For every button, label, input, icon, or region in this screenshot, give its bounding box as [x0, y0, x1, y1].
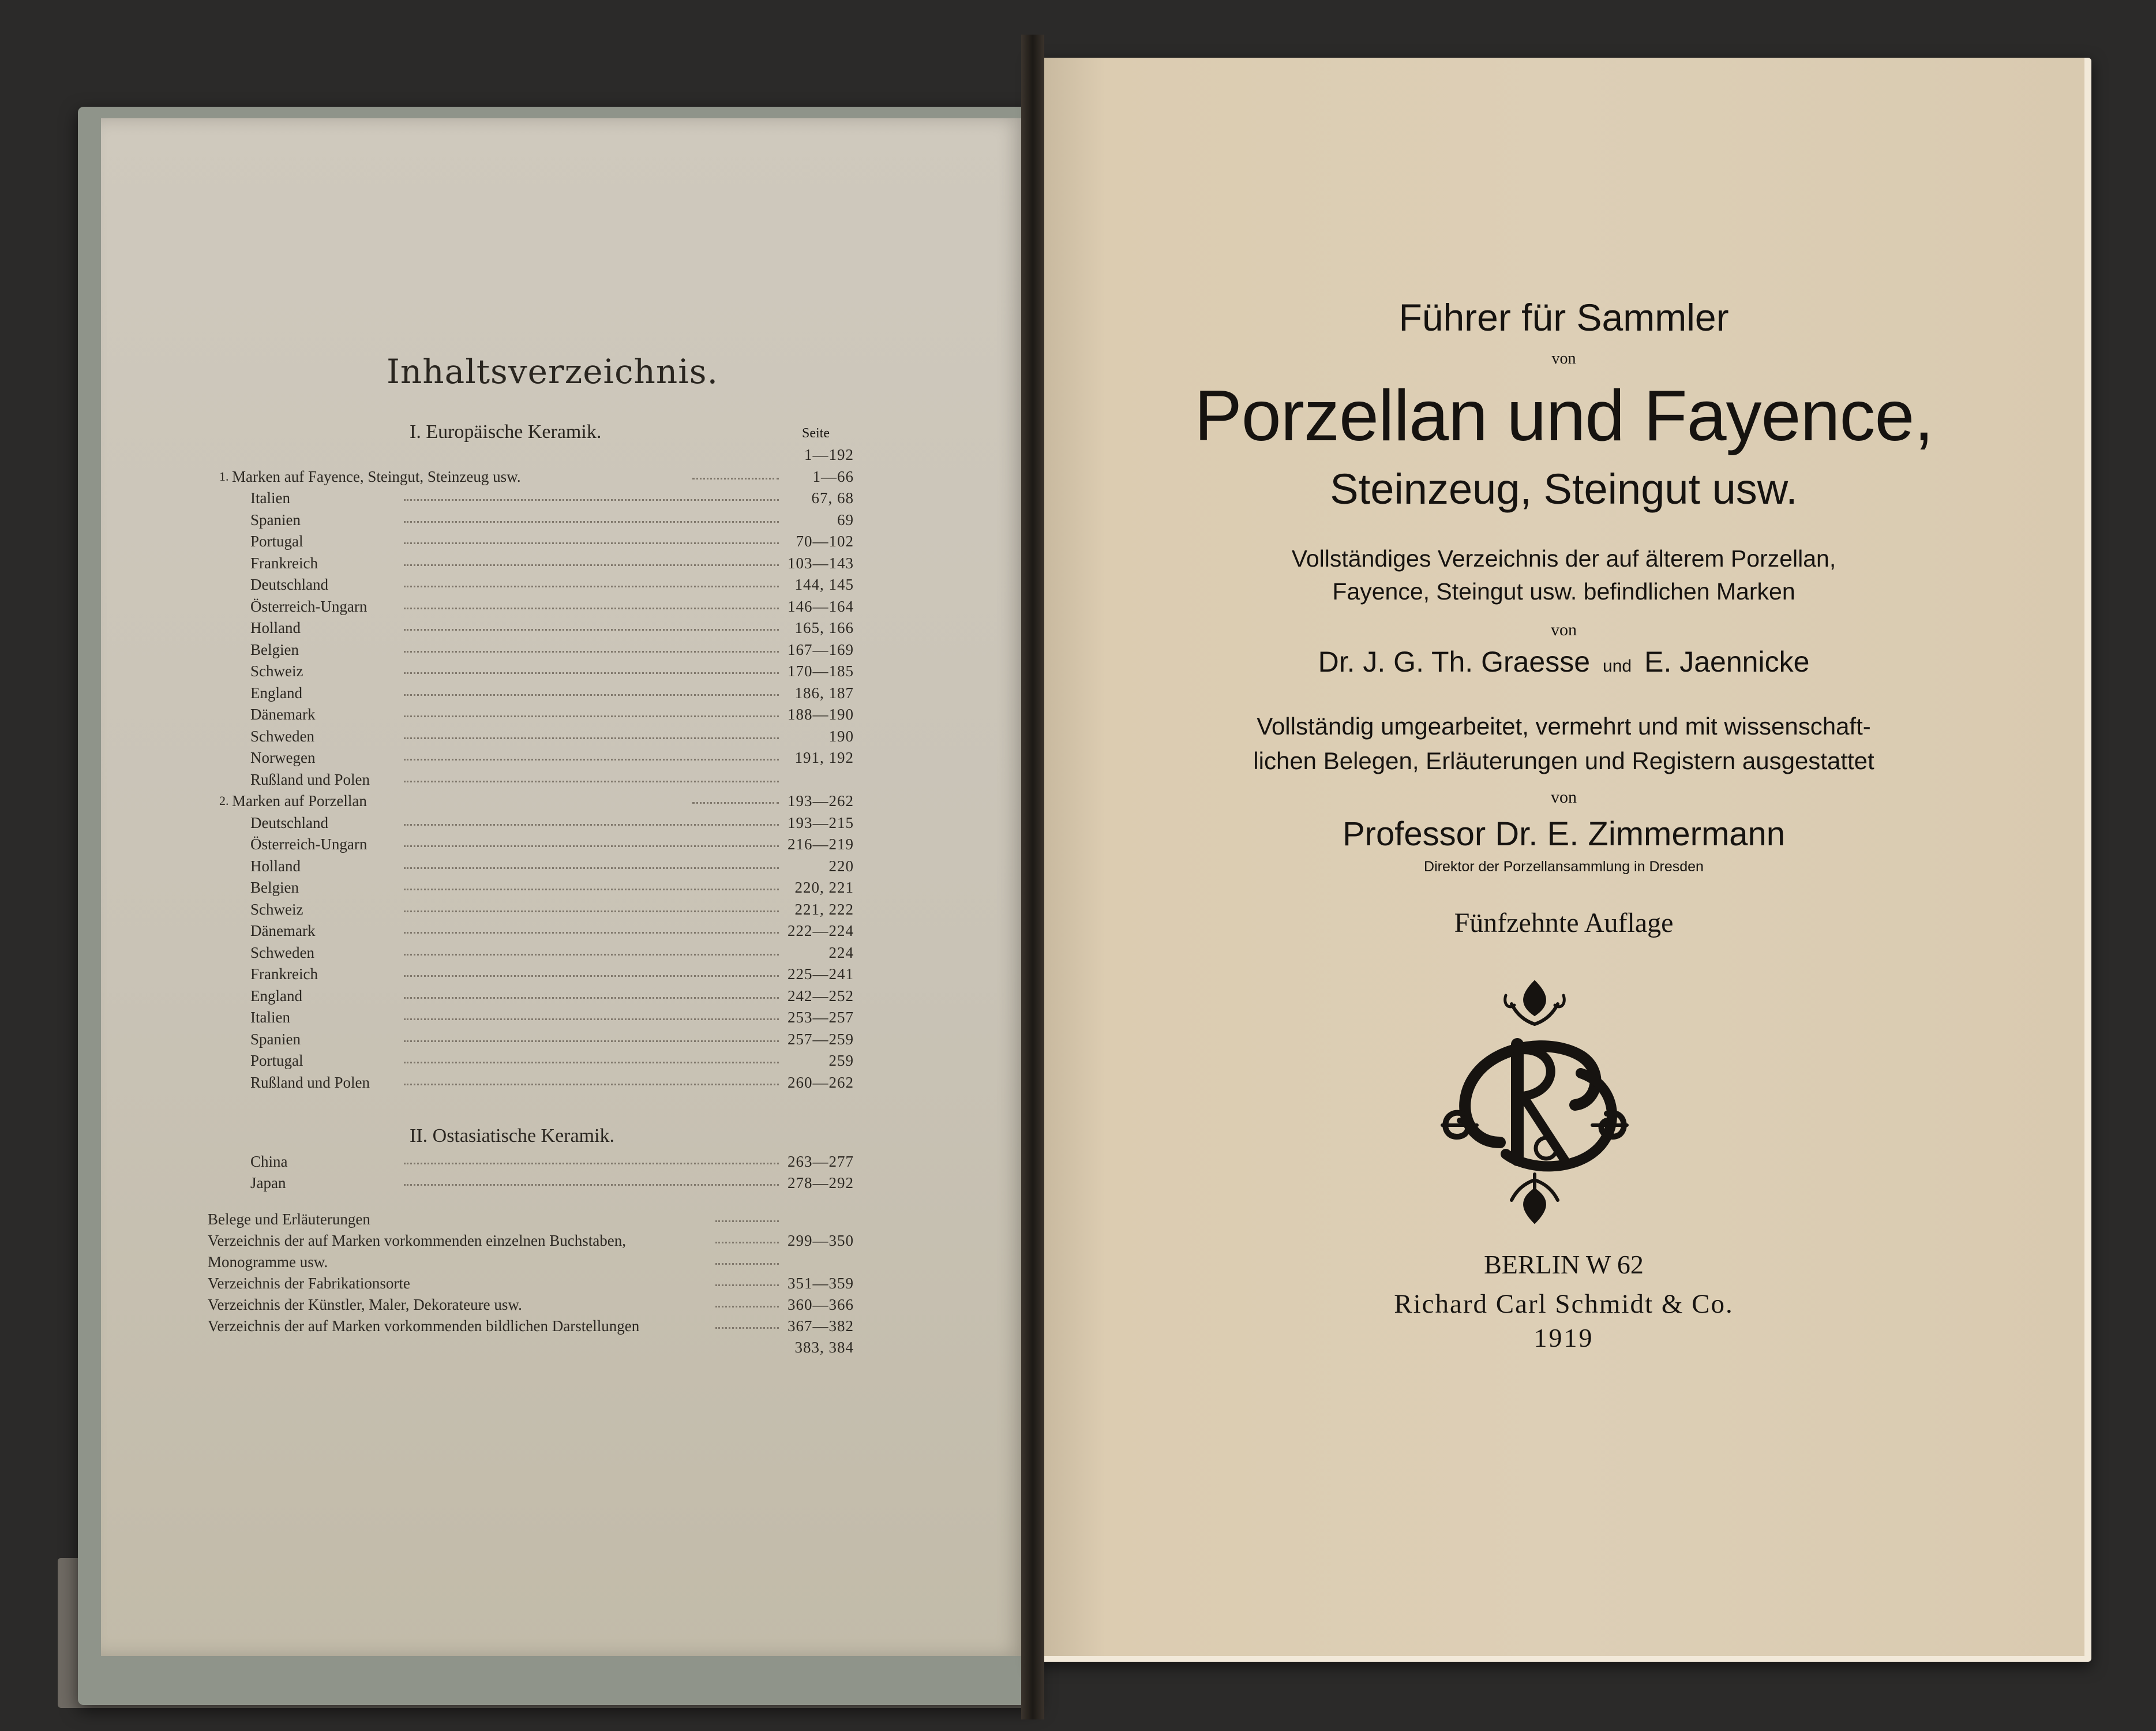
toc-row	[219, 509, 865, 530]
toc-row-label: Verzeichnis der Fabrikationsorte	[208, 1275, 410, 1292]
publisher-monogram-logo-icon	[1431, 969, 1638, 1235]
toc-row-leader-dots	[404, 1084, 779, 1085]
toc-row-leader-dots	[404, 845, 779, 847]
toc-row-label: Italien	[250, 489, 290, 507]
editor-title: Direktor der Porzellansammlung in Dresden	[1424, 859, 1704, 875]
toc-row	[219, 1172, 865, 1193]
toc-row-leader-dots	[715, 1220, 779, 1222]
author-jaennicke: E. Jaennicke	[1644, 646, 1810, 678]
toc-row-label: Belgien	[250, 879, 299, 896]
toc-row-pages: 167—169	[788, 640, 854, 658]
toc-row	[219, 1050, 865, 1071]
revision-line-2: lichen Belegen, Erläuterungen und Registern ausgestattet	[1253, 747, 1874, 774]
toc-row-label: Norwegen	[250, 749, 316, 766]
toc-row	[219, 790, 865, 811]
toc-row-leader-dots	[404, 542, 779, 544]
toc-row-pages: 253—257	[788, 1009, 854, 1026]
toc-row-pages: 188—190	[788, 706, 854, 723]
editor-name: Professor Dr. E. Zimmermann	[1342, 815, 1786, 853]
toc-row-pages: 260—262	[788, 1073, 854, 1091]
toc-row-pages: 259	[828, 1052, 854, 1069]
toc-row-leader-dots	[404, 564, 779, 566]
toc-row-leader-dots	[404, 781, 779, 782]
toc-row-leader-dots	[404, 672, 779, 674]
toc-row	[208, 1273, 865, 1294]
toc-row-label: Holland	[250, 619, 301, 636]
section1-heading: I. Europäische Keramik.	[410, 421, 602, 443]
toc-row-leader-dots	[404, 932, 779, 934]
toc-row-label: Deutschland	[250, 576, 328, 593]
toc-row-leader-dots	[404, 651, 779, 653]
main-title: Porzellan und Fayence,	[1194, 376, 1933, 456]
toc-row-pages: 193—262	[788, 792, 854, 810]
toc-row-leader-dots	[404, 608, 779, 609]
toc-row-leader-dots	[404, 1062, 779, 1063]
toc-row-label: Italien	[250, 1009, 290, 1026]
toc-row	[219, 942, 865, 963]
toc-row	[219, 1151, 865, 1172]
toc-row-leader-dots	[715, 1327, 779, 1329]
toc-row-label: Portugal	[250, 1052, 303, 1069]
toc-row-leader-dots	[692, 478, 779, 479]
toc-row-leader-dots	[404, 737, 779, 739]
toc-row	[208, 1316, 865, 1336]
toc-row	[219, 1007, 865, 1028]
und-conjunction: und	[1603, 657, 1632, 676]
toc-row-leader-dots	[715, 1263, 779, 1265]
toc-row-pages: 144, 145	[794, 576, 854, 593]
toc-row-leader-dots	[404, 1184, 779, 1186]
toc-row-pages: 263—277	[788, 1153, 854, 1170]
von-1: von	[1551, 350, 1576, 368]
toc-row-label: Spanien	[250, 1030, 301, 1048]
toc-row-leader-dots	[404, 629, 779, 631]
toc-row-pages: 224	[828, 943, 854, 961]
toc-row-label: Spanien	[250, 511, 301, 529]
toc-row-label: Rußland und Polen	[250, 1073, 370, 1091]
toc-row-number: 1.	[219, 469, 229, 484]
toc-row-label: Dänemark	[250, 922, 316, 939]
seite-label: Seite	[802, 426, 830, 441]
toc-row-label: Portugal	[250, 533, 303, 550]
authors	[1043, 645, 2084, 679]
toc-row-leader-dots	[404, 521, 779, 523]
author-graesse: Dr. J. G. Th. Graesse	[1318, 646, 1591, 678]
toc-row-pages: 257—259	[788, 1030, 854, 1048]
toc-row-leader-dots	[404, 889, 779, 890]
toc-row	[208, 1209, 865, 1230]
toc-row-pages: 69	[837, 511, 854, 529]
toc-row-pages: 221, 222	[794, 900, 854, 918]
toc-row-label: Schweiz	[250, 900, 303, 918]
toc-row-leader-dots	[715, 1284, 779, 1286]
toc-row-label: Dänemark	[250, 706, 316, 723]
toc-row-pages: 367—382	[788, 1317, 854, 1335]
publisher-city: BERLIN W 62	[1484, 1250, 1644, 1279]
toc-row-label: Österreich-Ungarn	[250, 835, 368, 853]
section2-heading: II. Ostasiatische Keramik.	[410, 1125, 614, 1146]
toc-row-pages: 1—66	[812, 467, 854, 485]
toc-row	[219, 704, 865, 725]
toc-row	[219, 1072, 865, 1093]
toc-row-label: Frankreich	[250, 965, 318, 983]
toc-row	[219, 812, 865, 833]
description-line-2: Fayence, Steingut usw. befindlichen Marken	[1332, 578, 1795, 605]
toc-row-label: Belege und Erläuterungen	[208, 1211, 370, 1228]
toc-row-leader-dots	[404, 1163, 779, 1164]
toc-row-pages: 1—192	[804, 446, 854, 463]
toc-row	[219, 1337, 865, 1358]
toc-title: Inhaltsverzeichnis.	[387, 352, 719, 391]
toc-row-label: Verzeichnis der auf Marken vorkommenden bildlichen Darstellungen	[208, 1317, 640, 1335]
toc-row-pages: 186, 187	[794, 684, 854, 702]
toc-row	[208, 1294, 865, 1315]
toc-row-pages: 351—359	[788, 1275, 854, 1292]
toc-row-label: Belgien	[250, 640, 299, 658]
von-2: von	[1551, 620, 1577, 639]
toc-row-pages: 225—241	[788, 965, 854, 983]
toc-row-pages: 193—215	[788, 814, 854, 831]
toc-row	[219, 553, 865, 574]
toc-row-label: Verzeichnis der auf Marken vorkommenden einzelnen Buchstaben,	[208, 1232, 626, 1249]
toc-row	[219, 986, 865, 1006]
toc-row-label: Monogramme usw.	[208, 1253, 328, 1271]
toc-row-pages: 146—164	[788, 597, 854, 615]
toc-row	[219, 769, 865, 790]
toc-row	[219, 683, 865, 703]
book-spine	[1021, 35, 1044, 1719]
toc-row-pages: 170—185	[788, 662, 854, 680]
toc-row-label: Österreich-Ungarn	[250, 597, 368, 615]
toc-row-label: Frankreich	[250, 554, 318, 572]
toc-row-pages: 220	[828, 857, 854, 875]
toc-row-leader-dots	[404, 975, 779, 977]
toc-row-label: Japan	[250, 1174, 286, 1192]
toc-row-leader-dots	[404, 499, 779, 501]
toc-row	[219, 964, 865, 984]
toc-row-leader-dots	[715, 1242, 779, 1243]
toc-row	[219, 1029, 865, 1050]
toc-row-pages: 242—252	[788, 987, 854, 1005]
publication-year: 1919	[1533, 1323, 1594, 1352]
toc-row-pages: 299—350	[788, 1232, 854, 1249]
toc-row-label: Marken auf Porzellan	[232, 792, 367, 810]
toc-row-label: Schweiz	[250, 662, 303, 680]
toc-row-leader-dots	[404, 586, 779, 587]
toc-row-label: Schweden	[250, 727, 314, 745]
toc-row-label: China	[250, 1153, 288, 1170]
toc-row-leader-dots	[404, 997, 779, 999]
toc-row-pages: 67, 68	[811, 489, 854, 507]
toc-row-leader-dots	[404, 759, 779, 760]
toc-row-leader-dots	[404, 1018, 779, 1020]
toc-row-pages: 278—292	[788, 1174, 854, 1192]
toc-row-leader-dots	[404, 694, 779, 696]
edition: Fünfzehnte Auflage	[1454, 908, 1674, 938]
von-3: von	[1551, 788, 1577, 807]
toc-row	[219, 639, 865, 660]
toc-row-pages: 216—219	[788, 835, 854, 853]
title-line-fuehrer: Führer für Sammler	[1398, 296, 1729, 339]
toc-row-leader-dots	[404, 954, 779, 956]
toc-row-label: Holland	[250, 857, 301, 875]
toc-row-pages: 190	[828, 727, 854, 745]
toc-row-label: Marken auf Fayence, Steingut, Steinzeug usw.	[232, 467, 521, 485]
description-line-1: Vollständiges Verzeichnis der auf älterem Porzellan,	[1291, 545, 1836, 572]
toc-row-label: England	[250, 987, 302, 1005]
toc-row	[219, 617, 865, 638]
toc-row-pages: 165, 166	[794, 619, 854, 636]
toc-row-pages: 383, 384	[794, 1339, 854, 1356]
toc-row	[219, 596, 865, 617]
toc-row-label: Schweden	[250, 943, 314, 961]
toc-row-pages: 191, 192	[794, 749, 854, 766]
toc-row-leader-dots	[692, 802, 779, 804]
subtitle: Steinzeug, Steingut usw.	[1330, 465, 1798, 513]
toc-row	[219, 899, 865, 920]
toc-row	[219, 466, 865, 487]
toc-row-label: Rußland und Polen	[250, 770, 370, 788]
toc-row-label: Verzeichnis der Künstler, Maler, Dekorateure usw.	[208, 1296, 522, 1313]
toc-row-leader-dots	[404, 824, 779, 826]
revision-line-1: Vollständig umgearbeitet, vermehrt und mit wissenschaft-	[1257, 713, 1871, 740]
toc-row-leader-dots	[715, 1306, 779, 1307]
toc-row-pages: 103—143	[788, 554, 854, 572]
toc-row	[208, 1252, 865, 1272]
toc-row-pages: 220, 221	[794, 879, 854, 896]
publisher-name: Richard Carl Schmidt & Co.	[1394, 1289, 1734, 1319]
toc-row	[219, 877, 865, 898]
toc-row-leader-dots	[404, 867, 779, 869]
toc-row	[219, 531, 865, 552]
toc-row	[219, 834, 865, 855]
toc-row	[219, 726, 865, 747]
toc-row-number: 2.	[219, 793, 229, 808]
toc-row-label: Deutschland	[250, 814, 328, 831]
toc-row-leader-dots	[404, 1040, 779, 1042]
toc-row-leader-dots	[404, 911, 779, 912]
toc-row	[208, 1230, 865, 1251]
toc-row	[219, 856, 865, 876]
toc-row-pages: 70—102	[796, 533, 854, 550]
toc-row	[219, 747, 865, 768]
toc-row	[219, 488, 865, 508]
toc-row-pages: 222—224	[788, 922, 854, 939]
toc-row	[219, 661, 865, 681]
toc-row-leader-dots	[404, 715, 779, 717]
toc-row	[219, 444, 865, 465]
toc-row	[219, 920, 865, 941]
toc-row	[219, 574, 865, 595]
toc-row-label: England	[250, 684, 302, 702]
toc-row-pages: 360—366	[788, 1296, 854, 1313]
